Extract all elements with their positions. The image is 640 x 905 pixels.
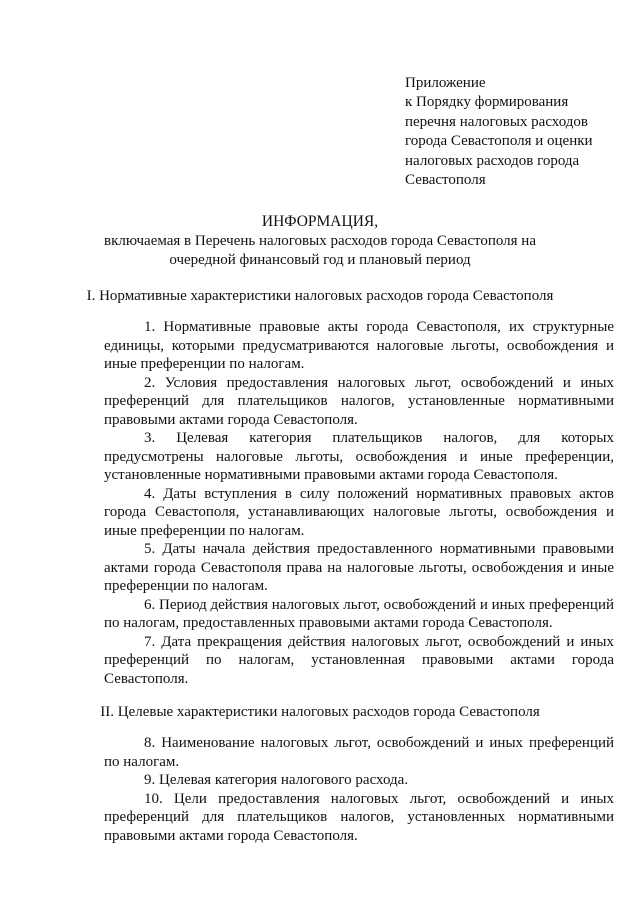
document-subtitle: включаемая в Перечень налоговых расходов города Севастополя на очередной финансовый год и плановый период	[104, 233, 536, 268]
list-item: 1. Нормативные правовые акты города Севастополя, их структурные единицы, которыми предусматриваются налоговые льготы, освобождения и иные преференции по налогам.	[104, 319, 614, 372]
appendix-line: города Севастополя и оценки	[405, 133, 593, 150]
list-item: 5. Даты начала действия предоставленного нормативными правовыми актами города Севастополя права на налоговые льготы, освобождения и иные преференции по налогам.	[104, 541, 614, 594]
section-1-list	[104, 318, 614, 688]
list-item: 6. Период действия налоговых льгот, освобождений и иных преференций по налогам, предоставленных правовыми актами города Севастополя.	[104, 596, 615, 631]
section-heading-1: I. Нормативные характеристики налоговых расходов города Севастополя	[86, 288, 554, 304]
list-item: 10. Цели предоставления налоговых льгот, освобождений и иных преференций для плательщиков налогов, установленных нормативными правовыми актами города Севастополя.	[104, 790, 614, 844]
appendix-block	[405, 74, 630, 190]
appendix-line: к Порядку формирования	[405, 94, 569, 111]
list-item: 7. Дата прекращения действия налоговых льгот, освобождений и иных преференций по налогам, установленная правовыми актами города Севастополя.	[104, 633, 614, 687]
list-item: 9. Целевая категория налогового расхода.	[144, 772, 409, 788]
list-item: 2. Условия предоставления налоговых льгот, освобождений и иных преференций для плательщиков налогов, установленные нормативными правовыми актами города Севастополя.	[104, 374, 614, 428]
appendix-line: перечня налоговых расходов	[405, 113, 589, 130]
section-heading-2: II. Целевые характеристики налоговых расходов города Севастополя	[100, 704, 540, 720]
document-title: ИНФОРМАЦИЯ,	[261, 213, 379, 230]
section-2-list	[104, 734, 614, 845]
list-item: 3. Целевая категория плательщиков налогов, для которых предусмотрены налоговые льготы, освобождения и иные преференции, установленные нормативными правовыми актами города Севастополя.	[104, 430, 614, 483]
appendix-line: Приложение	[405, 75, 486, 91]
appendix-line: налоговых расходов города	[405, 152, 580, 169]
list-item: 8. Наименование налоговых льгот, освобождений и иных преференций по налогам.	[104, 735, 614, 770]
appendix-line: Севастополя	[405, 172, 486, 189]
list-item: 4. Даты вступления в силу положений нормативных правовых актов города Севастополя, устанавливающих налоговые льготы, освобождения и иные преференции по налогам.	[104, 485, 614, 539]
